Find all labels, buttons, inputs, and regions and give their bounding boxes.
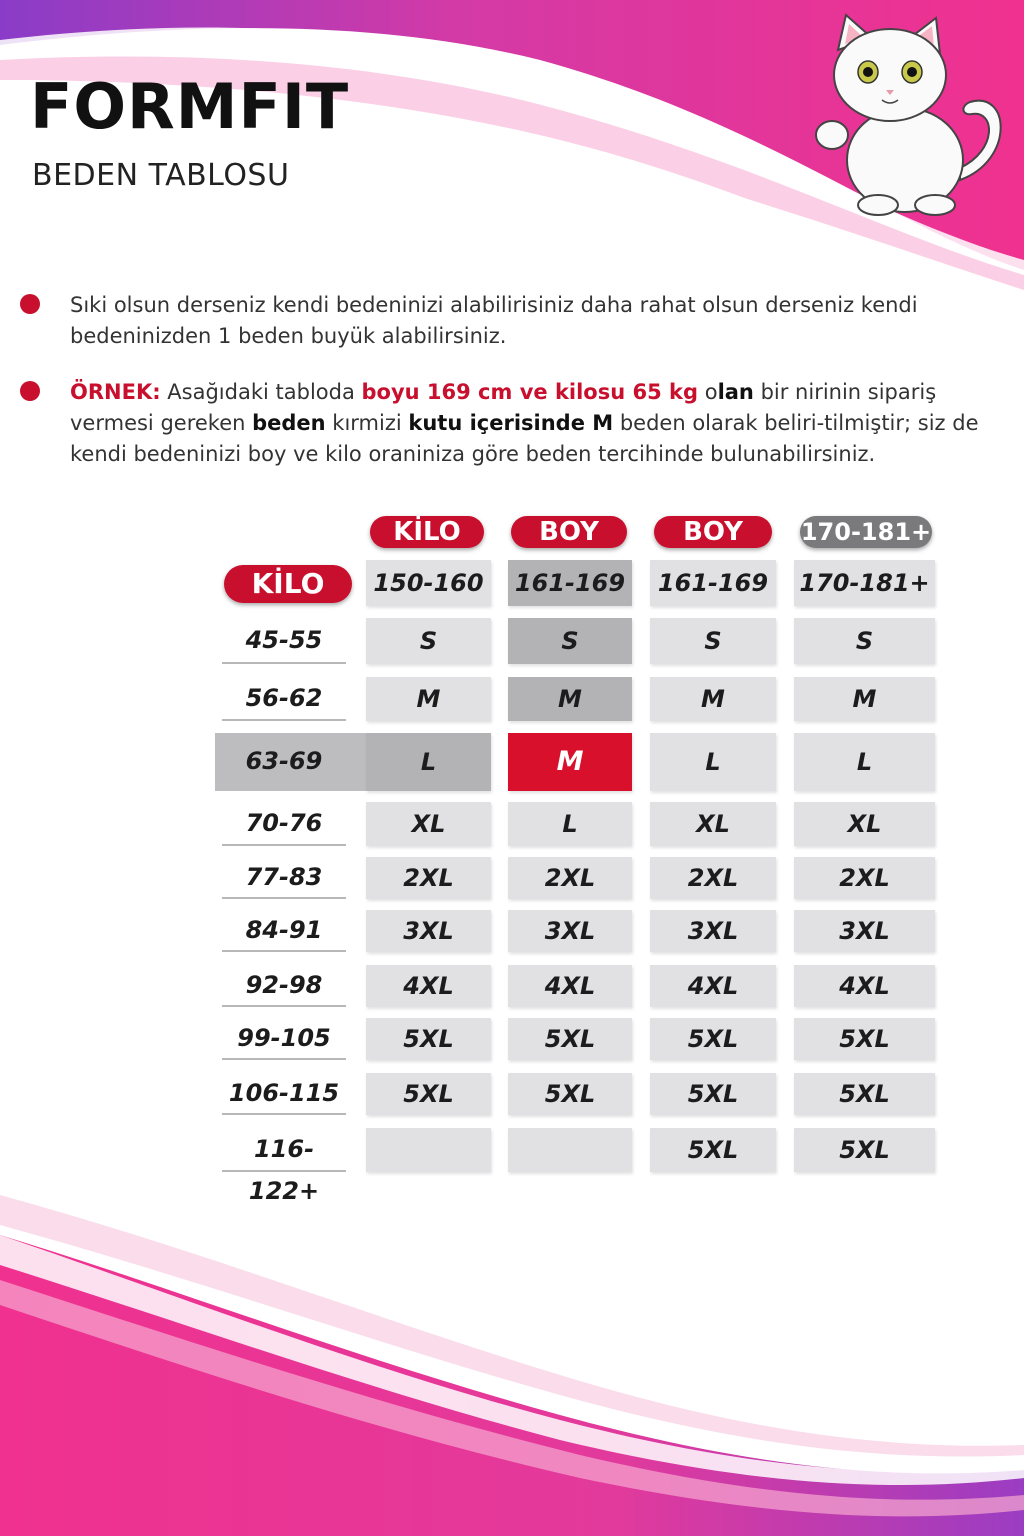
- size-cell: S: [366, 618, 491, 664]
- weight-range-label: 106-115: [222, 1073, 346, 1115]
- size-cell: 5XL: [794, 1128, 935, 1172]
- example-label: ÖRNEK:: [70, 380, 161, 404]
- size-cell: XL: [650, 802, 776, 846]
- size-cell: 2XL: [508, 857, 632, 899]
- size-cell: S: [794, 618, 935, 664]
- size-cell: 5XL: [794, 1073, 935, 1115]
- height-range-header: 150-160: [366, 560, 491, 606]
- size-cell: 2XL: [650, 857, 776, 899]
- size-cell: M: [508, 677, 632, 721]
- size-cell: 5XL: [508, 1018, 632, 1060]
- size-cell: 5XL: [366, 1073, 491, 1115]
- size-cell: L: [508, 802, 632, 846]
- row-header-badge-kilo: KİLO: [224, 565, 352, 603]
- column-badge-boy: BOY: [654, 516, 772, 548]
- size-cell: S: [650, 618, 776, 664]
- column-badge-height: 170-181+: [800, 518, 932, 546]
- size-cell: XL: [794, 802, 935, 846]
- note-fit-text: Sıki olsun derseniz kendi bedeninizi alabilirisiniz daha rahat olsun derseniz kendi bedeninizden 1 beden buyük alabilirsiniz.: [70, 293, 918, 348]
- size-cell: 5XL: [794, 1018, 935, 1060]
- height-range-header: 170-181+: [794, 560, 935, 606]
- size-cell: M: [650, 677, 776, 721]
- size-cell: L: [650, 733, 776, 791]
- weight-range-label: 70-76: [222, 802, 346, 846]
- size-cell: 5XL: [650, 1018, 776, 1060]
- size-cell: S: [508, 618, 632, 664]
- size-cell: 5XL: [366, 1018, 491, 1060]
- weight-range-label: 99-105: [222, 1018, 346, 1060]
- height-range-header: 161-169: [650, 560, 776, 606]
- white-cat-icon: [810, 10, 1010, 220]
- size-cell: XL: [366, 802, 491, 846]
- bullet-icon: [20, 381, 40, 401]
- size-cell: 3XL: [508, 910, 632, 952]
- size-cell: [366, 1128, 491, 1172]
- weight-range-label: 116-122+: [222, 1128, 346, 1172]
- size-cell: [508, 1128, 632, 1172]
- size-cell: 5XL: [508, 1073, 632, 1115]
- size-cell: M: [366, 677, 491, 721]
- height-range-header: 161-169: [508, 560, 632, 606]
- bullet-icon: [20, 294, 40, 314]
- weight-range-label: 56-62: [222, 677, 346, 721]
- weight-range-label: 77-83: [222, 857, 346, 899]
- example-measurements: boyu 169 cm ve kilosu 65 kg: [361, 380, 699, 404]
- highlighted-size-cell: M: [508, 733, 632, 791]
- note-fit-advice: [20, 290, 980, 352]
- size-cell: 4XL: [794, 965, 935, 1007]
- size-cell: L: [794, 733, 935, 791]
- column-badge-boy: BOY: [511, 516, 627, 548]
- size-cell: M: [794, 677, 935, 721]
- brand-title: FORMFIT: [30, 70, 350, 143]
- note-example: [20, 377, 980, 470]
- size-cell: 2XL: [794, 857, 935, 899]
- size-cell: 5XL: [650, 1073, 776, 1115]
- size-cell: 2XL: [366, 857, 491, 899]
- size-cell: 4XL: [508, 965, 632, 1007]
- page-subtitle: BEDEN TABLOSU: [32, 158, 290, 193]
- size-cell: L: [366, 733, 491, 791]
- note-example-text: ÖRNEK: Asağıdaki tabloda boyu 169 cm ve kilosu 65 kg olan bir nirinin sipariş vermesi gereken beden kırmizi kutu içerisinde M beden olarak beliri-tilmiştir; siz de kendi bedeninizi boy ve kilo oraniniza göre beden tercihinde bulunabilirsiniz.: [70, 380, 979, 466]
- example-size: kutu içerisinde M: [408, 411, 614, 435]
- size-cell: 5XL: [650, 1128, 776, 1172]
- size-cell: 4XL: [366, 965, 491, 1007]
- size-cell: 3XL: [650, 910, 776, 952]
- weight-range-label: 84-91: [222, 910, 346, 952]
- column-badge-kilo: KİLO: [370, 516, 484, 548]
- weight-range-label: 45-55: [222, 618, 346, 664]
- weight-range-label: 92-98: [222, 965, 346, 1007]
- size-cell: 3XL: [794, 910, 935, 952]
- size-cell: 4XL: [650, 965, 776, 1007]
- weight-range-label: 63-69: [245, 747, 323, 775]
- size-cell: 3XL: [366, 910, 491, 952]
